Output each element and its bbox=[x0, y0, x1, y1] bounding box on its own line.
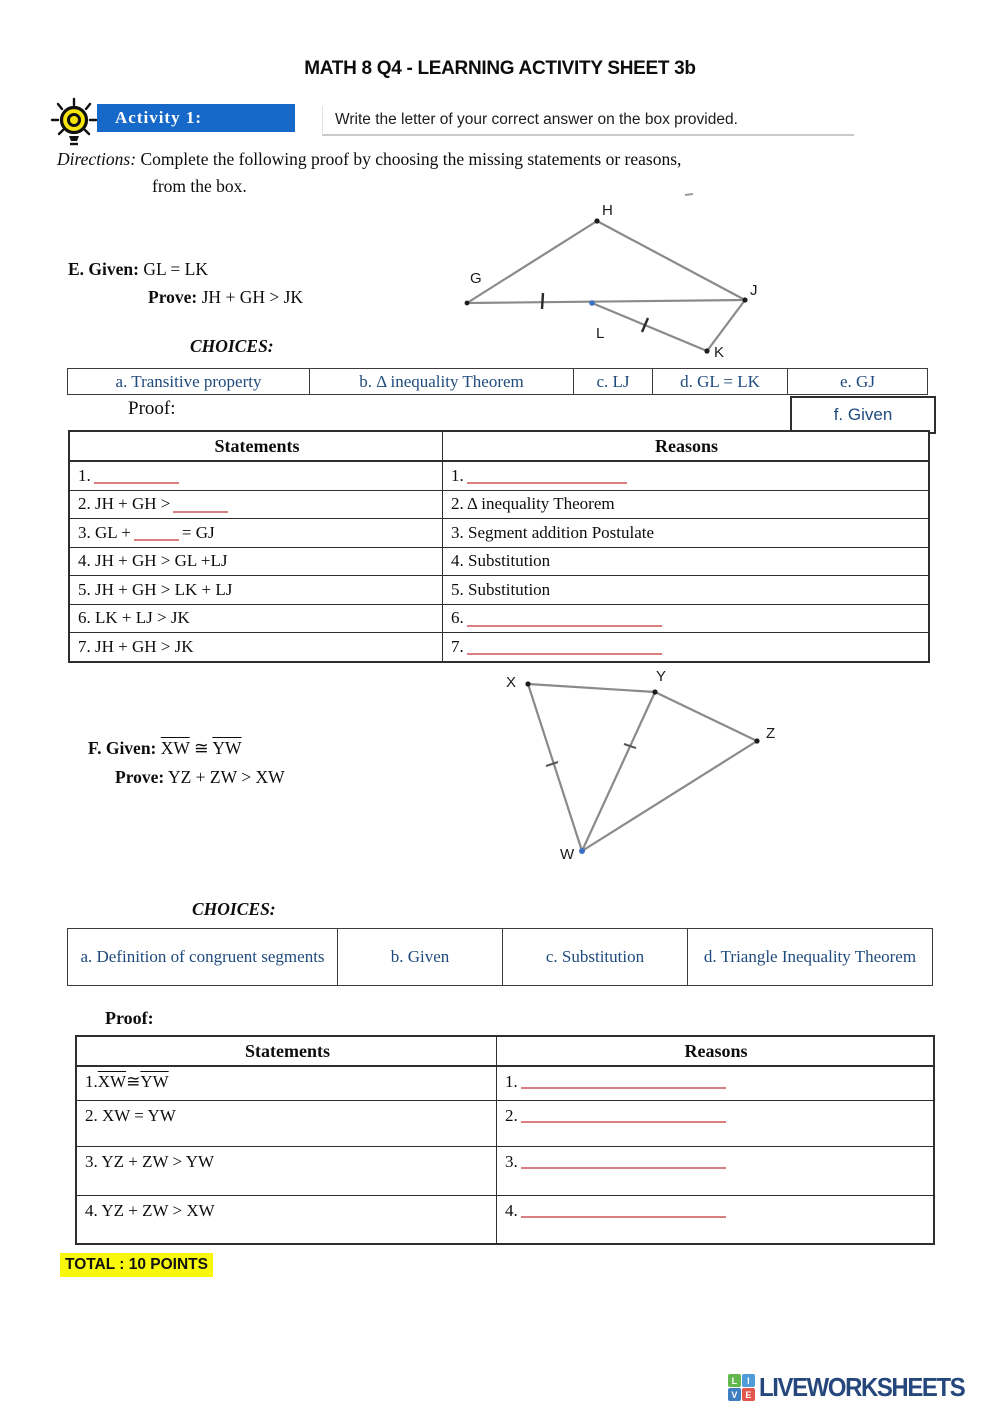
point-w bbox=[579, 848, 585, 854]
text-segment: 5. JH + GH > LK + LJ bbox=[78, 579, 233, 599]
table-cell bbox=[70, 605, 443, 633]
table-cell bbox=[497, 1196, 933, 1243]
text-segment: 3. bbox=[505, 1152, 518, 1171]
text-segment: 4. Substitution bbox=[451, 551, 551, 571]
choice-cell: a. Definition of congruent segments bbox=[67, 928, 338, 986]
instruction-box bbox=[322, 106, 854, 136]
table-cell bbox=[70, 576, 443, 604]
point-j bbox=[742, 297, 747, 302]
table-row bbox=[70, 604, 928, 633]
choice-cell: a. Transitive property bbox=[67, 368, 310, 395]
answer-blank bbox=[521, 1201, 726, 1218]
given-f bbox=[88, 738, 242, 759]
point-l bbox=[589, 300, 595, 306]
text-segment: 5. Substitution bbox=[451, 579, 551, 599]
statements-header: Statements bbox=[70, 432, 443, 460]
lightbulb-icon bbox=[48, 96, 100, 148]
stray-dash bbox=[685, 194, 693, 195]
table-row bbox=[77, 1195, 933, 1243]
proof-table-f bbox=[75, 1035, 935, 1245]
instruction-text: Write the letter of your correct answer on the box provided. bbox=[335, 111, 738, 128]
choice-cell: b. Given bbox=[337, 928, 503, 986]
text-segment: ≅ bbox=[126, 1072, 141, 1091]
table-row bbox=[70, 490, 928, 519]
table-cell bbox=[70, 462, 443, 490]
prove-e-label: Prove: bbox=[148, 287, 198, 307]
table-cell bbox=[443, 605, 928, 633]
answer-blank bbox=[94, 467, 179, 484]
text-segment: 2. bbox=[505, 1106, 518, 1125]
answer-blank bbox=[467, 638, 662, 655]
total-points-badge: TOTAL : 10 POINTS bbox=[60, 1253, 213, 1277]
point-k bbox=[704, 348, 709, 353]
given-e-text: GL = LK bbox=[143, 259, 208, 279]
text-segment: $\overline{YW}$ bbox=[212, 738, 242, 758]
given-f-label: F. Given: bbox=[88, 738, 157, 758]
answer-blank bbox=[467, 467, 627, 484]
choice-cell: e. GJ bbox=[787, 368, 928, 395]
activity-label: Activity 1: bbox=[115, 108, 203, 127]
text-segment: 1. bbox=[85, 1072, 98, 1091]
proof-table-f-header bbox=[77, 1037, 933, 1067]
label-l: L bbox=[596, 325, 605, 342]
table-cell bbox=[70, 633, 443, 661]
text-segment: 4. JH + GH > GL +LJ bbox=[78, 551, 228, 571]
point-g bbox=[465, 301, 470, 306]
liveworksheets-tiles-icon bbox=[728, 1374, 755, 1401]
choice-cell: d. Triangle Inequality Theorem bbox=[687, 928, 933, 986]
answer-blank bbox=[173, 496, 228, 513]
text-segment: 1. bbox=[505, 1072, 518, 1091]
activity-banner bbox=[97, 104, 295, 132]
text-segment: 3. Segment addition Postulate bbox=[451, 522, 655, 542]
directions-label: Directions: bbox=[57, 149, 137, 169]
table-cell bbox=[443, 633, 928, 661]
table-cell bbox=[443, 462, 928, 490]
logo-tile-e: E bbox=[742, 1388, 755, 1401]
choice-cell: d. GL = LK bbox=[652, 368, 788, 395]
answer-blank bbox=[467, 610, 662, 627]
prove-e bbox=[148, 287, 303, 308]
proof-table-e-body bbox=[70, 462, 928, 661]
logo-tile-v: V bbox=[728, 1388, 741, 1401]
table-cell bbox=[77, 1196, 497, 1243]
text-segment: ≅ bbox=[189, 738, 213, 758]
proof-e-label: Proof: bbox=[128, 398, 176, 419]
text-segment: $\overline{XW}$ bbox=[160, 738, 190, 758]
choices-f-table bbox=[68, 928, 933, 986]
text-segment: 2. Δ inequality Theorem bbox=[451, 494, 615, 514]
prove-e-text: JH + GH > JK bbox=[201, 287, 304, 307]
directions-line2: from the box. bbox=[152, 176, 247, 196]
label-k: K bbox=[714, 344, 725, 361]
answer-blank bbox=[134, 524, 179, 541]
logo-text: LIVEWORKSHEETS bbox=[758, 1372, 965, 1402]
table-cell bbox=[443, 491, 928, 519]
choices-e-table bbox=[68, 368, 928, 395]
figure-ghjlk bbox=[440, 190, 780, 368]
answer-blank bbox=[521, 1106, 726, 1123]
text-segment: 6. bbox=[451, 608, 464, 628]
page-title: MATH 8 Q4 - LEARNING ACTIVITY SHEET 3b bbox=[304, 58, 696, 79]
table-cell bbox=[77, 1147, 497, 1195]
choices-f-label: CHOICES: bbox=[192, 899, 276, 919]
table-cell bbox=[70, 548, 443, 576]
text-segment: 6. LK + LJ > JK bbox=[78, 608, 190, 628]
table-row bbox=[77, 1100, 933, 1146]
text-segment: 7. JH + GH > JK bbox=[78, 636, 194, 656]
table-row bbox=[70, 518, 928, 547]
reasons-header: Reasons bbox=[684, 1040, 748, 1061]
logo-tile-l: L bbox=[728, 1374, 741, 1387]
text-segment: 3. GL + bbox=[78, 522, 131, 542]
table-cell bbox=[497, 1101, 933, 1146]
answer-blank bbox=[521, 1072, 726, 1089]
table-cell bbox=[70, 491, 443, 519]
statements-header: Statements bbox=[77, 1037, 497, 1065]
label-h: H bbox=[602, 202, 613, 219]
choice-f-given-text: f. Given bbox=[833, 405, 893, 424]
choices-e-label: CHOICES: bbox=[190, 336, 274, 356]
reasons-header: Reasons bbox=[654, 435, 718, 456]
choice-cell: c. Substitution bbox=[502, 928, 688, 986]
logo-tile-i: I bbox=[742, 1374, 755, 1387]
point-x bbox=[525, 681, 530, 686]
table-row bbox=[70, 632, 928, 661]
text-segment: 2. XW = YW bbox=[85, 1106, 176, 1125]
directions-line1: Complete the following proof by choosing the missing statements or reasons, bbox=[140, 149, 682, 169]
prove-f-label: Prove: bbox=[115, 767, 165, 787]
table-row bbox=[70, 462, 928, 490]
table-cell bbox=[77, 1101, 497, 1146]
tick-mark-gl bbox=[542, 293, 543, 309]
table-cell bbox=[497, 1147, 933, 1195]
text-segment: 7. bbox=[451, 636, 464, 656]
label-z: Z bbox=[766, 725, 776, 742]
text-segment: 1. bbox=[78, 465, 91, 485]
point-y bbox=[652, 689, 657, 694]
given-e bbox=[68, 259, 208, 280]
table-row bbox=[77, 1146, 933, 1195]
table-row bbox=[70, 547, 928, 576]
liveworksheets-logo[interactable] bbox=[728, 1372, 982, 1403]
choice-f-given-box[interactable] bbox=[790, 396, 936, 434]
proof-table-e-header bbox=[70, 432, 928, 462]
label-w: W bbox=[560, 846, 575, 863]
choice-cell: c. LJ bbox=[573, 368, 653, 395]
text-segment: 4. YZ + ZW > XW bbox=[85, 1201, 215, 1220]
table-cell bbox=[443, 519, 928, 547]
text-segment: 4. bbox=[505, 1201, 518, 1220]
text-segment: 2. JH + GH > bbox=[78, 494, 171, 514]
table-row bbox=[77, 1067, 933, 1100]
text-segment: = GJ bbox=[181, 522, 215, 542]
label-g: G bbox=[470, 270, 482, 287]
table-cell bbox=[77, 1067, 497, 1100]
answer-blank bbox=[521, 1152, 726, 1169]
point-h bbox=[594, 218, 599, 223]
given-e-label: E. Given: bbox=[68, 259, 139, 279]
proof-table-f-body bbox=[77, 1067, 933, 1243]
text-segment: 3. YZ + ZW > YW bbox=[85, 1152, 215, 1171]
text-segment: $\overline{YW}$ bbox=[140, 1072, 169, 1091]
table-cell bbox=[443, 576, 928, 604]
label-x: X bbox=[506, 674, 517, 691]
table-row bbox=[70, 575, 928, 604]
proof-table-e bbox=[68, 430, 930, 663]
text-segment: $\overline{XW}$ bbox=[97, 1072, 127, 1091]
tick-mark-xw bbox=[546, 762, 558, 766]
prove-f-text: YZ + ZW > XW bbox=[167, 767, 285, 787]
given-f-text bbox=[161, 738, 242, 758]
table-cell bbox=[443, 548, 928, 576]
table-cell bbox=[70, 519, 443, 547]
proof-f-label: Proof: bbox=[105, 1008, 154, 1028]
choice-cell: b. Δ inequality Theorem bbox=[309, 368, 574, 395]
point-z bbox=[754, 738, 759, 743]
prove-f bbox=[115, 767, 285, 788]
figure-xyzw bbox=[480, 665, 800, 875]
label-y: Y bbox=[656, 668, 667, 685]
label-j: J bbox=[750, 282, 758, 299]
text-segment: 1. bbox=[451, 465, 464, 485]
table-cell bbox=[497, 1067, 933, 1100]
